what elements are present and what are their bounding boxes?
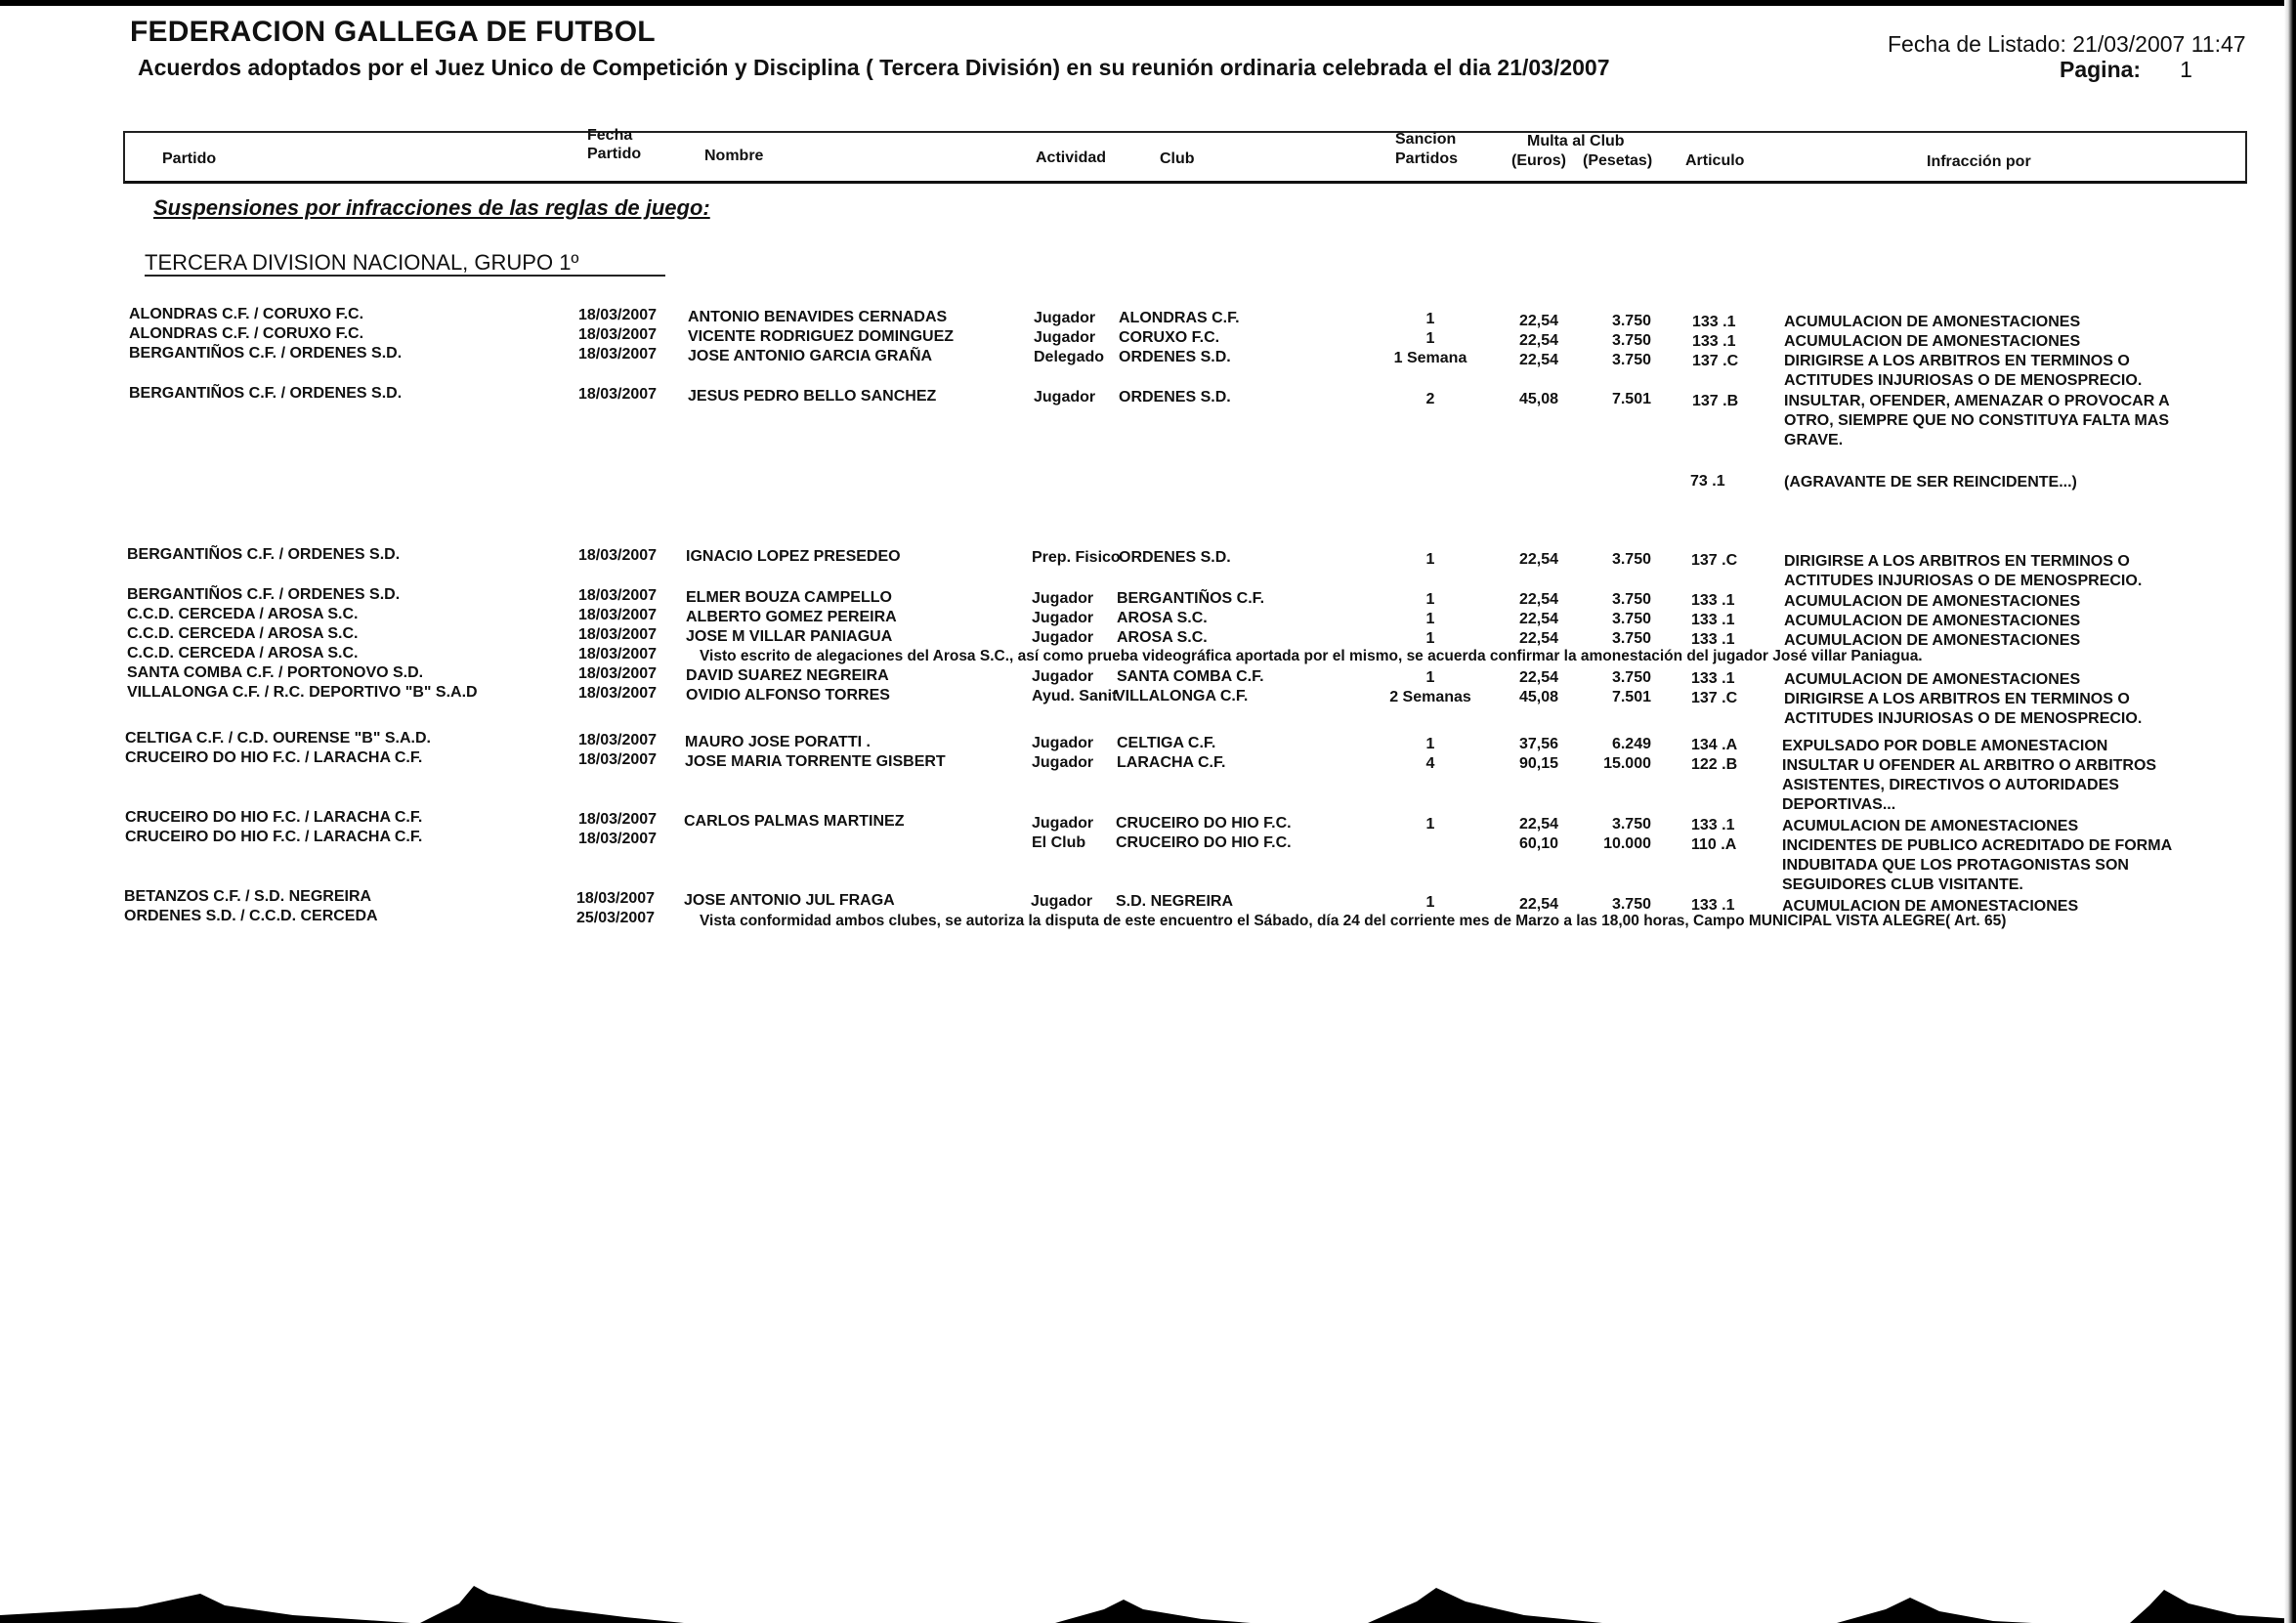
row-infraccion: ACUMULACION DE AMONESTACIONES (1784, 314, 2081, 330)
row-sancion: 1 Semana (1393, 350, 1467, 366)
row-nombre: JOSE M VILLAR PANIAGUA (686, 628, 893, 645)
row-pesetas: 7.501 (1611, 391, 1651, 407)
row-infraccion: DIRIGIRSE A LOS ARBITROS EN TERMINOS O ACTITUDES INJURIOSAS O DE MENOSPRECIO. (1784, 691, 2143, 727)
row-articulo: 137 .C (1691, 690, 1738, 706)
row-infraccion: INCIDENTES DE PUBLICO ACREDITADO DE FORMA INDUBITADA QUE LOS PROTAGONISTAS SON SEGUIDORES CLUB VISITANTE. (1782, 837, 2172, 893)
row-club: CELTIGA C.F. (1117, 735, 1216, 751)
row-partido: CRUCEIRO DO HIO F.C. / LARACHA C.F. (125, 809, 423, 826)
row-partido: CRUCEIRO DO HIO F.C. / LARACHA C.F. (125, 749, 423, 766)
row-nombre: CARLOS PALMAS MARTINEZ (684, 813, 905, 830)
row-nombre: ELMER BOUZA CAMPELLO (686, 589, 892, 606)
row-euros: 45,08 (1518, 689, 1558, 705)
row-euros: 22,54 (1518, 630, 1558, 647)
scan-right-edge (2284, 0, 2296, 1623)
row-infraccion: ACUMULACION DE AMONESTACIONES (1784, 333, 2081, 350)
row-infraccion: INSULTAR, OFENDER, AMENAZAR O PROVOCAR A OTRO, SIEMPRE QUE NO CONSTITUYA FALTA MAS GRAVE. (1784, 393, 2170, 448)
row-infraccion: EXPULSADO POR DOBLE AMONESTACION (1782, 738, 2108, 754)
col-sancion-top: Sancion (1395, 131, 1457, 148)
row-note: Visto escrito de alegaciones del Arosa S.C., así como prueba videográfica aportada por el mismo, se acuerda confirmar la amonestación del jugador José villar Paniagua. (700, 648, 1923, 664)
row-actividad: Prep. Fisico (1032, 549, 1121, 566)
col-euros: (Euros) (1511, 152, 1566, 169)
row-partido: CELTIGA C.F. / C.D. OURENSE "B" S.A.D. (125, 730, 431, 747)
row-articulo: 73 .1 (1690, 473, 1725, 490)
row-club: ALONDRAS C.F. (1119, 310, 1240, 326)
row-articulo: 137 .C (1692, 353, 1739, 369)
row-nombre: OVIDIO ALFONSO TORRES (686, 687, 890, 704)
col-multa: Multa al Club (1527, 133, 1625, 149)
row-sancion: 1 (1425, 551, 1435, 568)
row-pesetas: 3.750 (1611, 591, 1651, 608)
row-club: CORUXO F.C. (1119, 329, 1220, 346)
row-fecha: 25/03/2007 (576, 910, 656, 926)
row-articulo: 133 .1 (1691, 592, 1735, 609)
row-sancion: 1 (1425, 611, 1435, 627)
row-fecha: 18/03/2007 (578, 307, 658, 323)
row-actividad: Jugador (1034, 329, 1096, 346)
row-actividad: Jugador (1034, 389, 1096, 406)
row-sancion: 2 (1425, 391, 1435, 407)
row-pesetas: 3.750 (1611, 551, 1651, 568)
row-nombre: JOSE ANTONIO GARCIA GRAÑA (688, 348, 933, 364)
listing-date-value: 21/03/2007 11:47 (2072, 31, 2246, 57)
row-nombre: JOSE MARIA TORRENTE GISBERT (685, 753, 946, 770)
row-pesetas: 7.501 (1611, 689, 1651, 705)
row-club: ORDENES S.D. (1119, 389, 1231, 406)
row-partido: C.C.D. CERCEDA / AROSA S.C. (127, 606, 359, 622)
col-club: Club (1160, 150, 1195, 167)
row-sancion: 1 (1425, 669, 1435, 686)
row-nombre: ANTONIO BENAVIDES CERNADAS (688, 309, 948, 325)
page-number-label: Pagina: (2060, 57, 2142, 82)
row-pesetas: 3.750 (1611, 611, 1651, 627)
row-sancion: 1 (1425, 894, 1435, 911)
col-infraccion: Infracción por (1927, 153, 2031, 170)
row-fecha: 18/03/2007 (576, 890, 656, 907)
row-fecha: 18/03/2007 (578, 326, 658, 343)
row-fecha: 18/03/2007 (578, 646, 658, 662)
section-title: Suspensiones por infracciones de las reglas de juego: (153, 195, 710, 220)
row-club: CRUCEIRO DO HIO F.C. (1116, 834, 1292, 851)
row-actividad: El Club (1032, 834, 1086, 851)
row-actividad: Jugador (1032, 590, 1094, 607)
row-pesetas: 3.750 (1611, 816, 1651, 833)
document-title: FEDERACION GALLEGA DE FUTBOL (130, 16, 656, 48)
row-partido: C.C.D. CERCEDA / AROSA S.C. (127, 625, 359, 642)
row-pesetas: 3.750 (1611, 313, 1651, 329)
row-club: BERGANTIÑOS C.F. (1117, 590, 1265, 607)
row-nombre: JOSE ANTONIO JUL FRAGA (684, 892, 895, 909)
row-partido: ORDENES S.D. / C.C.D. CERCEDA (124, 908, 378, 924)
row-articulo: 110 .A (1691, 836, 1737, 853)
row-club: ORDENES S.D. (1119, 349, 1231, 365)
row-nombre: ALBERTO GOMEZ PEREIRA (686, 609, 897, 625)
page-number (2060, 57, 2192, 83)
row-infraccion: ACUMULACION DE AMONESTACIONES (1782, 898, 2079, 915)
row-articulo: 133 .1 (1691, 897, 1735, 914)
row-euros: 22,54 (1518, 591, 1558, 608)
row-club: CRUCEIRO DO HIO F.C. (1116, 815, 1292, 832)
col-sancion-bottom: Partidos (1395, 150, 1459, 167)
row-articulo: 133 .1 (1691, 612, 1735, 628)
row-articulo: 134 .A (1691, 737, 1738, 753)
row-club: LARACHA C.F. (1117, 754, 1226, 771)
row-infraccion: ACUMULACION DE AMONESTACIONES (1784, 671, 2081, 688)
row-pesetas: 6.249 (1611, 736, 1651, 752)
group-title: TERCERA DIVISION NACIONAL, GRUPO 1º (145, 250, 579, 275)
row-articulo: 122 .B (1691, 756, 1738, 773)
row-partido: BERGANTIÑOS C.F. / ORDENES S.D. (129, 385, 403, 402)
row-actividad: Ayud. Sanit (1032, 688, 1118, 705)
row-actividad: Jugador (1031, 893, 1093, 910)
row-euros: 90,15 (1518, 755, 1558, 772)
row-euros: 60,10 (1518, 835, 1558, 852)
row-actividad: Jugador (1032, 735, 1094, 751)
row-pesetas: 3.750 (1611, 669, 1651, 686)
row-euros: 22,54 (1518, 896, 1558, 913)
row-fecha: 18/03/2007 (578, 346, 658, 363)
row-fecha: 18/03/2007 (578, 665, 658, 682)
row-partido: BERGANTIÑOS C.F. / ORDENES S.D. (129, 345, 403, 362)
row-articulo: 133 .1 (1692, 314, 1736, 330)
row-infraccion: ACUMULACION DE AMONESTACIONES (1784, 632, 2081, 649)
row-club: VILLALONGA C.F. (1115, 688, 1249, 705)
row-sancion: 2 Semanas (1389, 689, 1471, 705)
listing-date-label: Fecha de Listado: (1888, 31, 2066, 57)
row-partido: ALONDRAS C.F. / CORUXO F.C. (129, 306, 364, 322)
torn-edge (0, 1525, 2296, 1623)
row-fecha: 18/03/2007 (578, 811, 658, 828)
page-number-value: 1 (2180, 57, 2192, 82)
row-articulo: 133 .1 (1691, 631, 1735, 648)
row-infraccion: ACUMULACION DE AMONESTACIONES (1784, 613, 2081, 629)
row-infraccion: DIRIGIRSE A LOS ARBITROS EN TERMINOS O ACTITUDES INJURIOSAS O DE MENOSPRECIO. (1784, 553, 2143, 589)
row-fecha: 18/03/2007 (578, 547, 658, 564)
document-subtitle: Acuerdos adoptados por el Juez Unico de Competición y Disciplina ( Tercera División) en su reunión ordinaria celebrada el dia 21/03/2007 (138, 55, 1610, 80)
row-pesetas: 3.750 (1611, 630, 1651, 647)
row-euros: 22,54 (1518, 313, 1558, 329)
row-nombre: JESUS PEDRO BELLO SANCHEZ (688, 388, 937, 405)
row-fecha: 18/03/2007 (578, 626, 658, 643)
row-actividad: Jugador (1034, 310, 1096, 326)
row-club: ORDENES S.D. (1119, 549, 1231, 566)
row-articulo: 137 .C (1691, 552, 1738, 569)
row-pesetas: 3.750 (1611, 332, 1651, 349)
row-euros: 45,08 (1518, 391, 1558, 407)
row-euros: 22,54 (1518, 551, 1558, 568)
listing-date (1888, 31, 2246, 58)
row-fecha: 18/03/2007 (578, 751, 658, 768)
row-actividad: Jugador (1032, 815, 1094, 832)
row-nombre: VICENTE RODRIGUEZ DOMINGUEZ (688, 328, 955, 345)
row-pesetas: 15.000 (1603, 755, 1651, 772)
row-fecha: 18/03/2007 (578, 685, 658, 702)
row-articulo: 133 .1 (1691, 670, 1735, 687)
row-fecha: 18/03/2007 (578, 732, 658, 748)
row-euros: 22,54 (1518, 669, 1558, 686)
row-articulo: 133 .1 (1692, 333, 1736, 350)
row-partido: SANTA COMBA C.F. / PORTONOVO S.D. (127, 664, 424, 681)
row-nombre: IGNACIO LOPEZ PRESEDEO (686, 548, 901, 565)
row-actividad: Jugador (1032, 668, 1094, 685)
row-partido: BETANZOS C.F. / S.D. NEGREIRA (124, 888, 372, 905)
row-club: S.D. NEGREIRA (1116, 893, 1234, 910)
row-club: SANTA COMBA C.F. (1117, 668, 1264, 685)
row-partido: VILLALONGA C.F. / R.C. DEPORTIVO "B" S.A.D (127, 684, 478, 701)
row-infraccion: ACUMULACION DE AMONESTACIONES (1782, 818, 2079, 834)
row-club: AROSA S.C. (1117, 610, 1208, 626)
row-nombre: DAVID SUAREZ NEGREIRA (686, 667, 889, 684)
row-partido: BERGANTIÑOS C.F. / ORDENES S.D. (127, 546, 401, 563)
row-partido: ALONDRAS C.F. / CORUXO F.C. (129, 325, 364, 342)
row-sancion: 1 (1425, 591, 1435, 608)
row-articulo: 137 .B (1692, 393, 1739, 409)
row-sancion: 1 (1425, 630, 1435, 647)
row-sancion: 1 (1425, 736, 1435, 752)
row-fecha: 18/03/2007 (578, 386, 658, 403)
col-actividad: Actividad (1036, 149, 1107, 166)
row-fecha: 18/03/2007 (578, 607, 658, 623)
row-club: AROSA S.C. (1117, 629, 1208, 646)
row-infraccion: (AGRAVANTE DE SER REINCIDENTE...) (1784, 474, 2077, 491)
col-nombre: Nombre (704, 148, 764, 164)
row-partido: CRUCEIRO DO HIO F.C. / LARACHA C.F. (125, 829, 423, 845)
col-partido: Partido (162, 150, 217, 167)
row-actividad: Delegado (1034, 349, 1105, 365)
row-infraccion: ACUMULACION DE AMONESTACIONES (1784, 593, 2081, 610)
row-nombre: MAURO JOSE PORATTI . (685, 734, 871, 750)
row-infraccion: DIRIGIRSE A LOS ARBITROS EN TERMINOS O ACTITUDES INJURIOSAS O DE MENOSPRECIO. (1784, 353, 2143, 389)
row-articulo: 133 .1 (1691, 817, 1735, 833)
row-sancion: 1 (1425, 816, 1435, 833)
row-note: Vista conformidad ambos clubes, se autoriza la disputa de este encuentro el Sábado, día 24 del corriente mes de Marzo a las 18,00 horas, Campo MUNICIPAL VISTA ALEGRE( Art. 65) (700, 913, 2007, 929)
col-pesetas: (Pesetas) (1583, 152, 1653, 169)
col-articulo: Articulo (1685, 152, 1745, 169)
row-sancion: 4 (1425, 755, 1435, 772)
row-fecha: 18/03/2007 (578, 831, 658, 847)
row-fecha: 18/03/2007 (578, 587, 658, 604)
row-euros: 22,54 (1518, 816, 1558, 833)
document-page (0, 6, 2296, 1623)
col-fecha-top: Fecha (587, 127, 633, 144)
row-euros: 22,54 (1518, 332, 1558, 349)
row-partido: C.C.D. CERCEDA / AROSA S.C. (127, 645, 359, 662)
row-pesetas: 3.750 (1611, 896, 1651, 913)
row-euros: 22,54 (1518, 352, 1558, 368)
row-pesetas: 10.000 (1603, 835, 1651, 852)
row-actividad: Jugador (1032, 754, 1094, 771)
group-underline (145, 275, 665, 277)
row-partido: BERGANTIÑOS C.F. / ORDENES S.D. (127, 586, 401, 603)
row-actividad: Jugador (1032, 629, 1094, 646)
row-euros: 37,56 (1518, 736, 1558, 752)
row-actividad: Jugador (1032, 610, 1094, 626)
row-sancion: 1 (1425, 330, 1435, 347)
col-fecha-bottom: Partido (587, 146, 642, 162)
row-sancion: 1 (1425, 311, 1435, 327)
row-euros: 22,54 (1518, 611, 1558, 627)
row-infraccion: INSULTAR U OFENDER AL ARBITRO O ARBITROS ASISTENTES, DIRECTIVOS O AUTORIDADES DEPORTIVAS... (1782, 757, 2157, 813)
row-pesetas: 3.750 (1611, 352, 1651, 368)
